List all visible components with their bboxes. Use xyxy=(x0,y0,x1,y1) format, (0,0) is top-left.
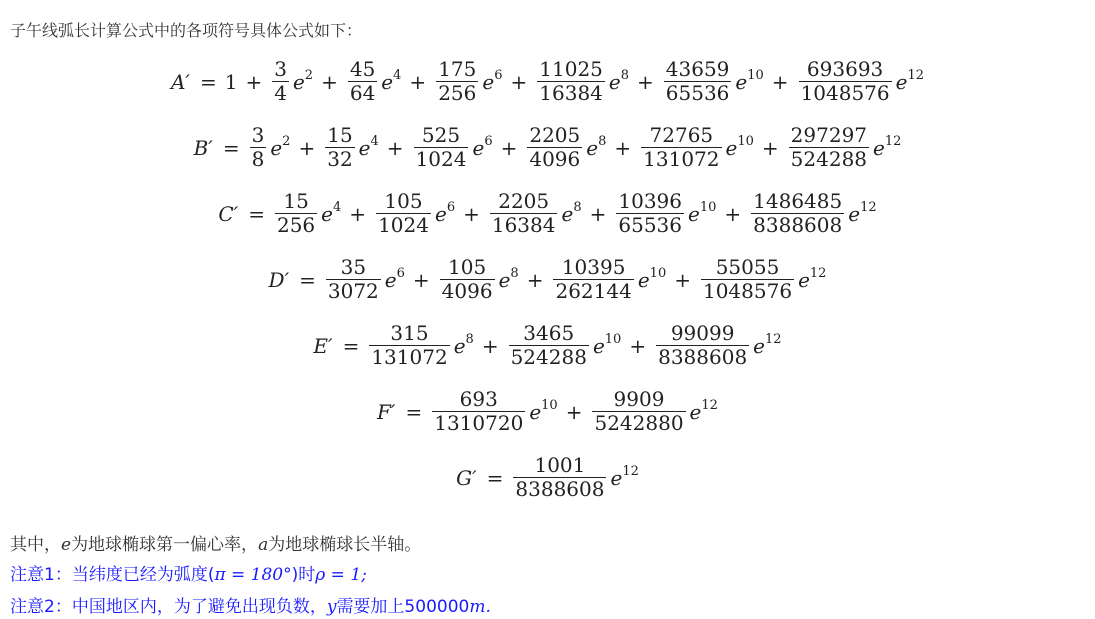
exponent: 6 xyxy=(484,133,493,149)
denominator: 1048576 xyxy=(702,279,793,303)
constant-term: 1 xyxy=(224,69,238,94)
numerator: 9909 xyxy=(613,387,665,411)
exponent: 10 xyxy=(737,133,754,149)
fraction xyxy=(509,322,589,369)
equation-lhs: B′ xyxy=(193,135,213,160)
exponent: 10 xyxy=(604,331,622,347)
denominator: 4 xyxy=(274,81,287,105)
numerator: 72765 xyxy=(649,123,714,147)
fraction xyxy=(513,454,606,501)
denominator: 8388608 xyxy=(515,477,605,501)
denominator: 1024 xyxy=(378,213,429,237)
numerator: 1486485 xyxy=(753,189,843,213)
exponent: 10 xyxy=(699,199,717,215)
denominator: 256 xyxy=(276,213,316,237)
exponent: 4 xyxy=(393,67,402,83)
denominator: 64 xyxy=(349,81,376,105)
eccentricity-power: $e^8$ xyxy=(586,133,607,160)
numerator: 2205 xyxy=(529,123,581,147)
numerator: 99099 xyxy=(670,321,735,345)
math-pi: π = 180° xyxy=(214,565,292,585)
numerator: 693693 xyxy=(806,57,884,81)
exponent: 12 xyxy=(765,331,782,347)
exponent: 12 xyxy=(701,397,718,413)
eccentricity-power: $e^4$ xyxy=(381,67,402,94)
note-text: 其中， xyxy=(10,535,61,555)
eccentricity-power: $e^8$ xyxy=(608,67,630,94)
exponent: 10 xyxy=(747,67,764,83)
eccentricity-power: $e^{12}$ xyxy=(753,331,782,358)
numerator: 43659 xyxy=(665,57,730,81)
exponent: 6 xyxy=(446,199,456,215)
denominator: 131072 xyxy=(643,147,720,171)
numerator: 1001 xyxy=(534,453,586,477)
fraction xyxy=(376,190,431,237)
numerator: 55055 xyxy=(715,255,780,279)
fraction xyxy=(701,256,794,303)
plus-sign: + xyxy=(614,135,632,160)
denominator: 3072 xyxy=(327,279,379,303)
eccentricity-power: $e^4$ xyxy=(358,133,379,160)
equation-row xyxy=(0,190,1095,237)
numerator: 297297 xyxy=(790,123,868,147)
note-text: 为地球椭球长半轴。 xyxy=(268,535,422,555)
symbol-e: e xyxy=(61,535,72,555)
eccentricity-power: $e^8$ xyxy=(561,199,582,226)
exponent: 8 xyxy=(510,265,519,281)
fraction xyxy=(656,322,749,369)
denominator: 32 xyxy=(327,147,353,171)
symbol-y: y xyxy=(326,597,337,617)
equals-sign: = xyxy=(342,333,360,358)
plus-sign: + xyxy=(500,135,518,160)
fraction xyxy=(789,124,869,171)
equals-sign: = xyxy=(199,69,217,94)
numerator: 315 xyxy=(390,321,429,345)
plus-sign: + xyxy=(412,267,430,292)
math-rho: ρ = 1; xyxy=(315,565,367,585)
numerator: 10396 xyxy=(618,189,682,213)
equation-lhs: D′ xyxy=(268,267,290,292)
numerator: 3 xyxy=(251,123,265,147)
eccentricity-power: $e^{12}$ xyxy=(873,133,902,160)
eccentricity-power: $e^6$ xyxy=(482,67,503,94)
eccentricity-power: $e^{12}$ xyxy=(689,397,718,424)
equation-lhs: C′ xyxy=(218,201,239,226)
denominator: 4096 xyxy=(441,279,493,303)
denominator: 16384 xyxy=(491,213,556,237)
note-text: )时 xyxy=(291,565,316,585)
exponent: 4 xyxy=(333,199,342,215)
equation-row xyxy=(0,454,1095,501)
eccentricity-power: $e^{12}$ xyxy=(798,265,827,292)
note-text: 为地球椭球第一偏心率， xyxy=(71,535,259,555)
plus-sign: + xyxy=(481,333,499,358)
eccentricity-power: $e^4$ xyxy=(321,199,342,226)
eccentricity-power: $e^{10}$ xyxy=(529,397,558,424)
equation-lhs: G′ xyxy=(456,465,477,490)
equation-row xyxy=(0,124,1095,171)
exponent: 12 xyxy=(884,133,902,149)
exponent: 4 xyxy=(370,133,379,149)
numerator: 3465 xyxy=(523,321,575,345)
exponent: 12 xyxy=(622,463,639,479)
equals-sign: = xyxy=(299,267,316,292)
denominator: 8 xyxy=(251,147,265,171)
fraction xyxy=(553,256,633,303)
numerator: 105 xyxy=(384,189,423,213)
eccentricity-power: $e^{12}$ xyxy=(610,463,639,490)
fraction xyxy=(527,124,582,171)
denominator: 256 xyxy=(438,81,477,105)
eccentricity-power: $e^{12}$ xyxy=(848,199,877,226)
exponent: 8 xyxy=(465,331,474,347)
denominator: 4096 xyxy=(529,147,581,171)
plus-sign: + xyxy=(589,201,607,226)
fraction xyxy=(537,58,605,105)
denominator: 131072 xyxy=(371,345,448,369)
fraction xyxy=(490,190,558,237)
eccentricity-power: $e^{10}$ xyxy=(637,265,667,292)
fraction xyxy=(432,388,525,435)
exponent: 2 xyxy=(304,67,314,83)
fraction xyxy=(641,124,721,171)
plus-sign: + xyxy=(409,69,427,94)
denominator: 524288 xyxy=(790,147,868,171)
exponent: 12 xyxy=(907,67,925,83)
plus-sign: + xyxy=(386,135,404,160)
denominator: 5242880 xyxy=(594,411,684,435)
denominator: 1024 xyxy=(415,147,467,171)
numerator: 175 xyxy=(438,57,477,81)
plus-sign: + xyxy=(674,267,691,292)
eccentricity-power: $e^2$ xyxy=(270,133,291,160)
fraction xyxy=(275,190,317,237)
fraction xyxy=(751,190,844,237)
plus-sign: + xyxy=(761,135,779,160)
exponent: 12 xyxy=(860,199,877,215)
equation-lhs: F′ xyxy=(377,399,396,424)
numerator: 35 xyxy=(340,255,367,279)
fraction xyxy=(414,124,469,171)
fraction xyxy=(664,58,732,105)
fraction xyxy=(272,58,289,105)
plus-sign: + xyxy=(321,69,338,94)
eccentricity-power: $e^6$ xyxy=(472,133,493,160)
note-text: 注意1：当纬度已经为弧度( xyxy=(10,565,215,585)
exponent: 10 xyxy=(649,265,667,281)
equals-sign: = xyxy=(486,465,504,490)
equation-row xyxy=(0,388,1095,435)
plus-sign: + xyxy=(510,69,528,94)
denominator: 524288 xyxy=(510,345,587,369)
intro-text: 子午线弧长计算公式中的各项符号具体公式如下： xyxy=(10,21,363,40)
eccentricity-power: $e^{10}$ xyxy=(592,331,622,358)
eccentricity-power: $e^8$ xyxy=(498,265,519,292)
note-text: 注意2：中国地区内，为了避免出现负数， xyxy=(10,597,327,617)
eccentricity-power: $e^2$ xyxy=(292,67,314,94)
eccentricity-power: $e^{10}$ xyxy=(688,199,717,226)
fraction xyxy=(440,256,495,303)
numerator: 525 xyxy=(421,123,461,147)
numerator: 11025 xyxy=(539,57,603,81)
note-text: 需要加上500000 xyxy=(336,597,470,617)
equals-sign: = xyxy=(248,201,265,226)
symbol-m: m. xyxy=(469,597,491,617)
exponent: 8 xyxy=(598,133,607,149)
fraction xyxy=(799,58,892,105)
denominator: 8388608 xyxy=(658,345,748,369)
denominator: 16384 xyxy=(539,81,603,105)
denominator: 262144 xyxy=(555,279,632,303)
exponent: 6 xyxy=(396,265,405,281)
plus-sign: + xyxy=(724,201,742,226)
denominator: 65536 xyxy=(618,213,682,237)
denominator: 1048576 xyxy=(800,81,890,105)
note-definitions xyxy=(10,530,421,555)
numerator: 45 xyxy=(349,57,376,81)
fraction xyxy=(326,256,381,303)
plus-sign: + xyxy=(245,69,263,94)
plus-sign: + xyxy=(298,135,316,160)
fraction xyxy=(436,58,478,105)
plus-sign: + xyxy=(771,69,789,94)
equation-lhs: E′ xyxy=(313,333,333,358)
exponent: 10 xyxy=(541,397,558,413)
equation-row xyxy=(0,322,1095,369)
exponent: 2 xyxy=(282,133,291,149)
numerator: 693 xyxy=(459,387,498,411)
plus-sign: + xyxy=(565,399,583,424)
exponent: 12 xyxy=(809,265,827,281)
exponent: 6 xyxy=(494,67,503,83)
denominator: 8388608 xyxy=(753,213,843,237)
numerator: 3 xyxy=(274,57,287,81)
note-1 xyxy=(10,560,367,585)
eccentricity-power: $e^8$ xyxy=(453,331,474,358)
eccentricity-power: $e^{12}$ xyxy=(895,67,925,94)
plus-sign: + xyxy=(629,333,647,358)
equation-lhs: A′ xyxy=(170,69,190,94)
exponent: 8 xyxy=(620,67,630,83)
plus-sign: + xyxy=(463,201,480,226)
note-2 xyxy=(10,592,491,617)
symbol-a: a xyxy=(258,535,269,555)
eccentricity-power: $e^{10}$ xyxy=(725,133,754,160)
plus-sign: + xyxy=(349,201,367,226)
plus-sign: + xyxy=(637,69,654,94)
equation-row xyxy=(0,58,1095,105)
fraction xyxy=(616,190,684,237)
numerator: 2205 xyxy=(498,189,550,213)
denominator: 65536 xyxy=(665,81,730,105)
equals-sign: = xyxy=(222,135,240,160)
numerator: 15 xyxy=(327,123,353,147)
denominator: 1310720 xyxy=(434,411,524,435)
fraction xyxy=(325,124,354,171)
fraction xyxy=(369,322,449,369)
numerator: 10395 xyxy=(561,255,626,279)
exponent: 8 xyxy=(573,199,582,215)
fraction xyxy=(592,388,685,435)
eccentricity-power: $e^{10}$ xyxy=(735,67,764,94)
equation-row xyxy=(0,256,1095,303)
fraction xyxy=(348,58,377,105)
eccentricity-power: $e^6$ xyxy=(384,265,405,292)
plus-sign: + xyxy=(526,267,544,292)
fraction xyxy=(250,124,267,171)
numerator: 15 xyxy=(283,189,309,213)
numerator: 105 xyxy=(448,255,487,279)
eccentricity-power: $e^6$ xyxy=(434,199,456,226)
equals-sign: = xyxy=(405,399,423,424)
